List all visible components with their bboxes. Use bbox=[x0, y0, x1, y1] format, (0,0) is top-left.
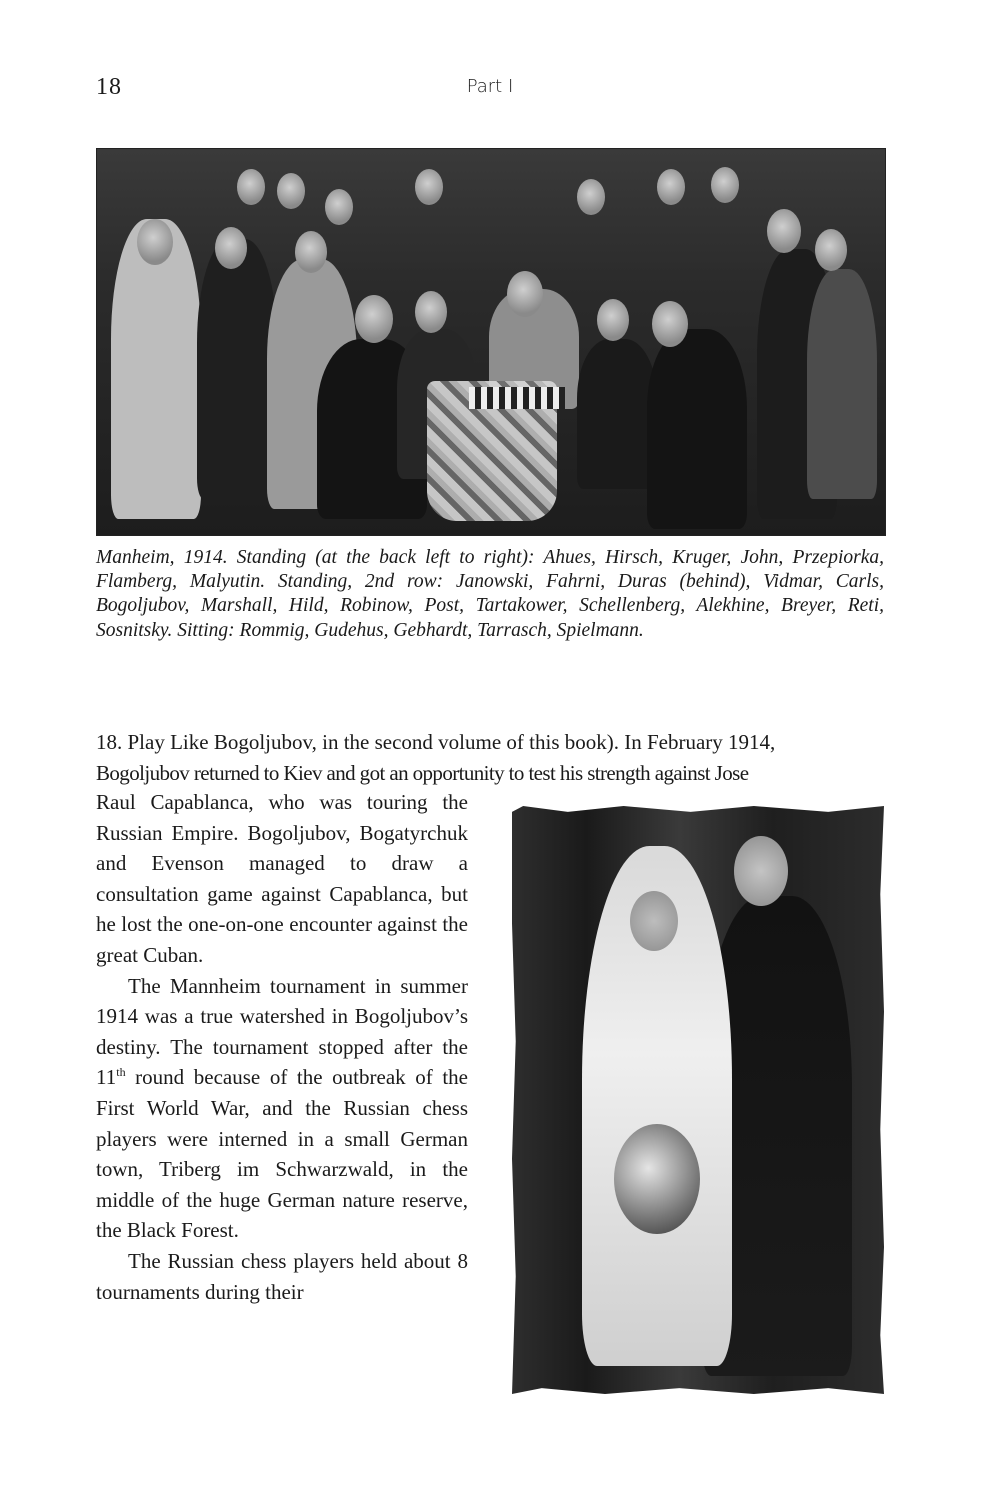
photo-bouquet bbox=[614, 1124, 700, 1234]
photo-head bbox=[295, 231, 327, 273]
photo-head bbox=[734, 836, 788, 906]
page-number: 18 bbox=[96, 74, 122, 100]
paragraph-text: round because of the outbreak of the First World War, and the Russian chess players were interned in a small German town, Triberg im Schwarzwald, in the middle of the huge German nature reserve, the Black Forest. bbox=[96, 1065, 468, 1243]
photo-head bbox=[507, 271, 543, 317]
group-photo bbox=[96, 148, 886, 536]
photo-head bbox=[815, 229, 847, 271]
photo-head bbox=[767, 209, 801, 253]
photo-head bbox=[415, 169, 443, 205]
body-column bbox=[96, 787, 468, 1307]
photo-head bbox=[657, 169, 685, 205]
chess-board bbox=[469, 387, 565, 409]
photo-head bbox=[355, 295, 393, 343]
photo-head bbox=[630, 891, 678, 951]
photo-head bbox=[215, 227, 247, 269]
group-photo-caption: Manheim, 1914. Standing (at the back left to right): Ahues, Hirsch, Kruger, John, Przepiorka, Flamberg, Malyutin. Standing, 2nd row: Janowski, Fahrni, Duras (behind), Vidmar, Carls, Bogoljubov, Marshall, Hild, Robinow, Post, Tartakower, Schellenberg, Alekhine, Breyer, Reti, Sosnitsky. Sitting: Rommig, Gudehus, Gebhardt, Tarrasch, Spielmann. bbox=[96, 547, 884, 641]
photo-head bbox=[711, 167, 739, 203]
photo-head bbox=[597, 299, 629, 341]
ordinal-superscript: th bbox=[116, 1065, 126, 1080]
photo-head bbox=[237, 169, 265, 205]
wedding-photo bbox=[512, 806, 884, 1394]
paragraph: The Russian chess players held about 8 tournaments during their bbox=[96, 1248, 468, 1304]
photo-figure bbox=[807, 269, 877, 499]
photo-figure bbox=[647, 329, 747, 529]
photo-head bbox=[325, 189, 353, 225]
photo-figure bbox=[197, 239, 277, 499]
photo-head bbox=[137, 219, 173, 265]
body-line: 18. Play Like Bogoljubov, in the second volume of this book). In February 1914, bbox=[96, 730, 776, 754]
photo-head bbox=[652, 301, 688, 347]
paragraph-text: The Mannheim tournament in summer 1914 was a true watershed in Bogoljubov’s destiny. The tournament stopped after the 11 bbox=[96, 973, 468, 1090]
photo-figure bbox=[577, 339, 657, 489]
photo-head bbox=[577, 179, 605, 215]
paragraph: Raul Capablanca, who was touring the Russian Empire. Bogoljubov, Bogatyrchuk and Evenson managed to draw a consultation game against Capablanca, but he lost the one-on-one encounter against the great Cuban. bbox=[96, 790, 468, 967]
body-line: Bogoljubov returned to Kiev and got an opportunity to test his strength against Jose bbox=[96, 761, 749, 785]
paragraph bbox=[96, 971, 468, 1246]
photo-head bbox=[415, 291, 447, 333]
photo-head bbox=[277, 173, 305, 209]
running-head: Part I bbox=[466, 76, 514, 97]
